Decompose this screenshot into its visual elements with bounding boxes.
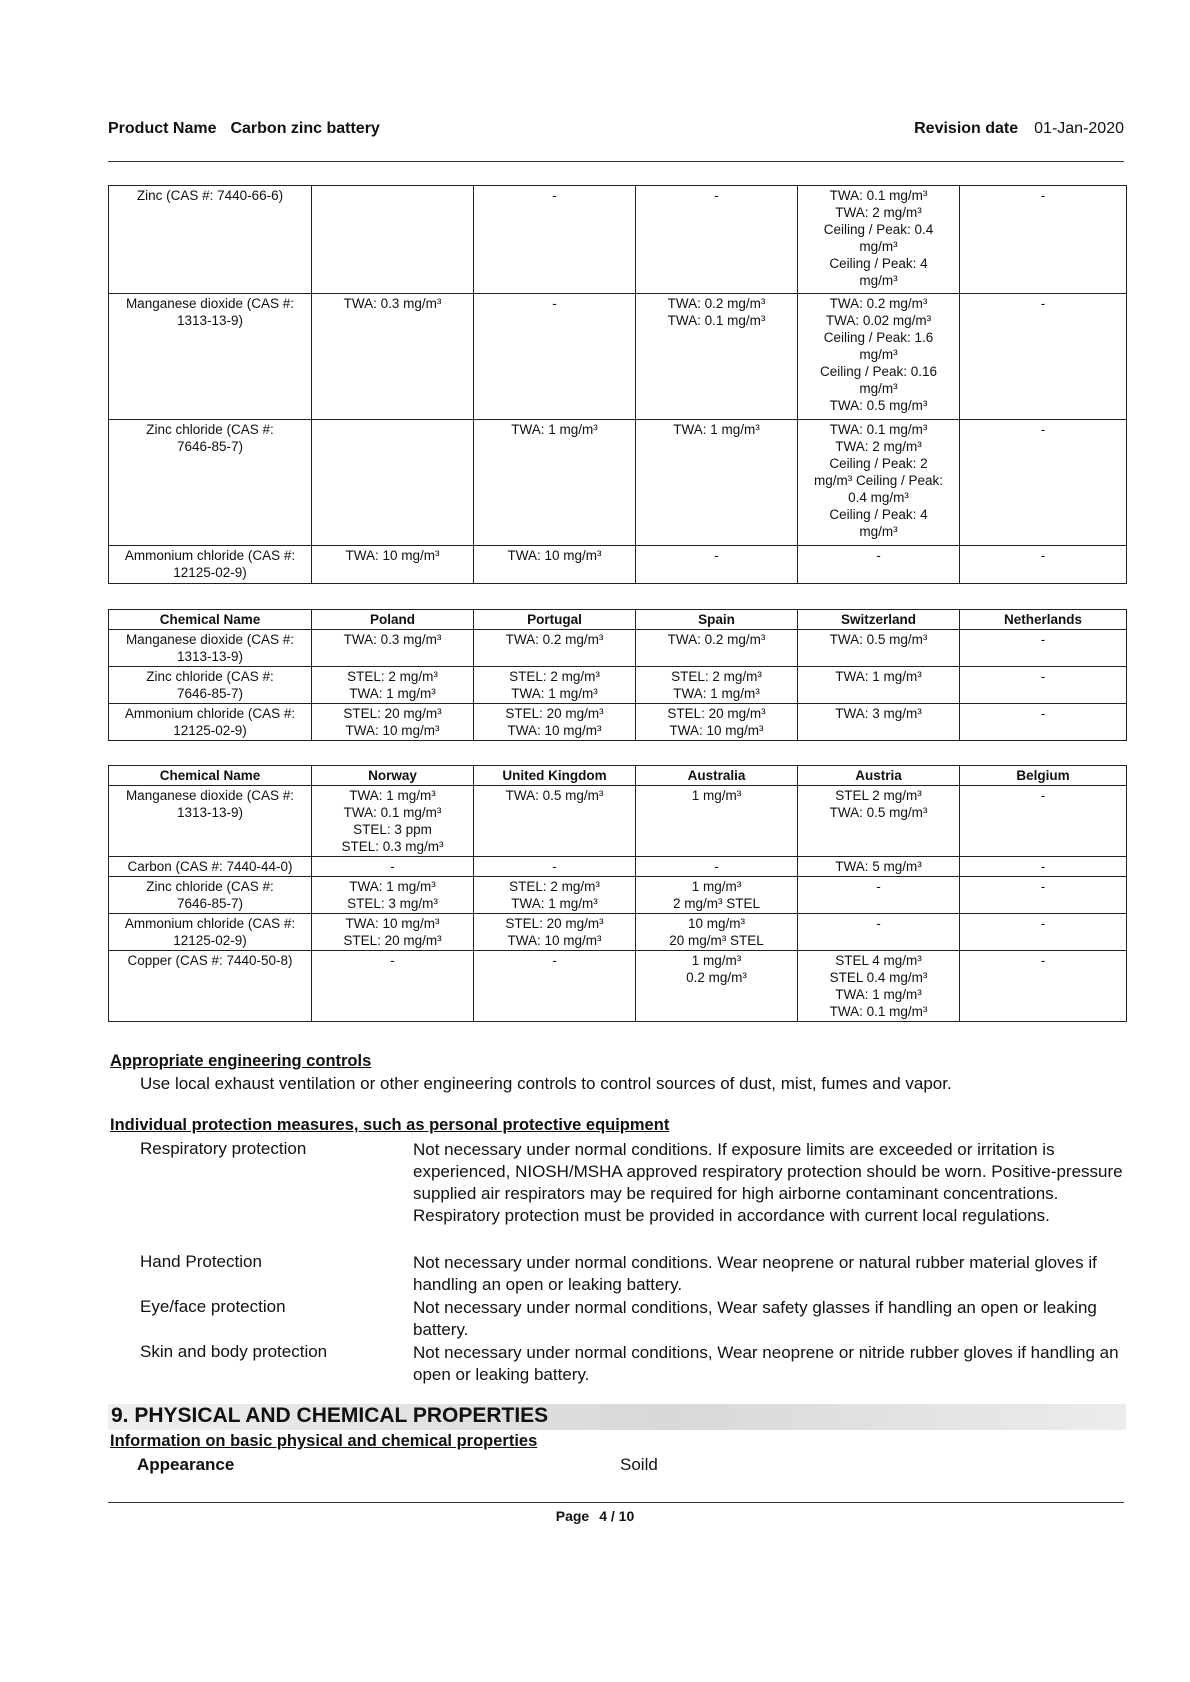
cell-line: Zinc chloride (CAS #: — [146, 422, 274, 437]
cell-line: mg/m³ — [859, 524, 898, 539]
cell-line: 2 mg/m³ STEL — [672, 896, 761, 911]
cell-line: Zinc chloride (CAS #: — [146, 879, 274, 894]
limit-cell — [798, 667, 960, 704]
limit-cell — [798, 186, 960, 294]
limit-cell — [312, 786, 474, 857]
cell-line: STEL 0.4 mg/m³ — [829, 970, 928, 985]
table-row — [109, 914, 1127, 951]
limit-cell — [474, 857, 636, 877]
cell-line: Ceiling / Peak: 0.16 — [819, 364, 938, 379]
limit-cell — [798, 786, 960, 857]
cell-line: TWA: 10 mg/m³ — [345, 548, 440, 563]
limit-cell — [312, 420, 474, 546]
cell-line: 1313-13-9) — [176, 313, 244, 328]
limit-cell — [636, 704, 798, 741]
table-row — [109, 704, 1127, 741]
limit-cell — [798, 914, 960, 951]
section-9-subheading: Information on basic physical and chemical properties — [110, 1432, 538, 1450]
table-row — [109, 420, 1127, 546]
limit-cell — [312, 294, 474, 420]
limit-cell — [960, 546, 1127, 584]
revision-date — [914, 120, 1124, 138]
cell-line: - — [390, 953, 395, 968]
ppe-heading: Individual protection measures, such as personal protective equipment — [110, 1116, 670, 1134]
cell-line: - — [1040, 916, 1046, 931]
cell-line: STEL: 0.3 mg/m³ — [341, 839, 444, 854]
cell-line: Manganese dioxide (CAS #: — [125, 632, 295, 647]
limit-cell — [636, 294, 798, 420]
column-header — [798, 766, 960, 786]
cell-line: STEL 2 mg/m³ — [835, 788, 922, 803]
cell-line: 1313-13-9) — [176, 649, 244, 664]
cell-line: 1 mg/m³ — [691, 879, 742, 894]
footer-divider — [108, 1502, 1124, 1503]
cell-line: Zinc (CAS #: 7440-66-6) — [136, 188, 284, 203]
cell-line: TWA: 0.5 mg/m³ — [829, 398, 928, 413]
cell-line: TWA: 0.5 mg/m³ — [829, 805, 928, 820]
cell-line: - — [1040, 422, 1046, 437]
limit-cell — [636, 630, 798, 667]
limit-cell — [474, 951, 636, 1022]
limit-cell — [798, 294, 960, 420]
cell-line: TWA: 10 mg/m³ — [507, 723, 602, 738]
limit-cell — [636, 420, 798, 546]
appearance-label: Appearance — [137, 1455, 235, 1474]
cell-line: TWA: 1 mg/m³ — [835, 987, 922, 1002]
limit-cell — [960, 420, 1127, 546]
cell-line: TWA: 0.1 mg/m³ — [829, 1004, 928, 1019]
cell-line: 12125-02-9) — [173, 933, 247, 948]
cell-line: Ceiling / Peak: 4 — [829, 507, 928, 522]
limit-cell — [474, 786, 636, 857]
cell-line: - — [552, 953, 557, 968]
cell-line: 0.4 mg/m³ — [848, 490, 909, 505]
cell-line: mg/m³ — [859, 239, 898, 254]
cell-line: - — [552, 859, 557, 874]
cell-line: STEL: 20 mg/m³ — [505, 916, 604, 931]
limit-cell — [798, 630, 960, 667]
cell-line: 20 mg/m³ STEL — [669, 933, 764, 948]
limit-cell — [960, 630, 1127, 667]
chemical-name-cell — [109, 704, 312, 741]
limit-cell — [312, 857, 474, 877]
cell-line: - — [1040, 548, 1046, 563]
revision-date-label: Revision date — [914, 120, 1019, 137]
cell-line: TWA: 1 mg/m³ — [673, 686, 760, 701]
column-header — [312, 610, 474, 630]
limit-cell — [312, 704, 474, 741]
limit-cell — [798, 877, 960, 914]
chemical-name-cell — [109, 951, 312, 1022]
cell-line: - — [1040, 188, 1046, 203]
cell-line: STEL 4 mg/m³ — [835, 953, 922, 968]
cell-line: Chemical Name — [159, 612, 261, 627]
cell-line: - — [1040, 953, 1046, 968]
page-label: Page — [555, 1508, 590, 1524]
cell-line: mg/m³ — [859, 347, 898, 362]
table-row — [109, 667, 1127, 704]
limit-cell — [474, 667, 636, 704]
limit-cell — [312, 914, 474, 951]
cell-line: - — [1040, 669, 1046, 684]
cell-line: Poland — [369, 612, 415, 627]
cell-line: STEL: 2 mg/m³ — [509, 669, 600, 684]
limit-cell — [474, 704, 636, 741]
cell-line: TWA: 1 mg/m³ — [511, 896, 598, 911]
cell-line: - — [876, 879, 881, 894]
limit-cell — [960, 786, 1127, 857]
limit-cell — [960, 294, 1127, 420]
cell-line: STEL: 3 ppm — [353, 822, 432, 837]
cell-line: - — [1040, 879, 1046, 894]
cell-line: Carbon (CAS #: 7440-44-0) — [127, 859, 293, 874]
limit-cell — [798, 546, 960, 584]
cell-line: - — [552, 188, 557, 203]
cell-line: TWA: 1 mg/m³ — [673, 422, 760, 437]
cell-line: Manganese dioxide (CAS #: — [125, 296, 295, 311]
header-divider — [108, 161, 1124, 162]
eye-face-protection-label: Eye/face protection — [140, 1297, 286, 1316]
cell-line: 10 mg/m³ — [687, 916, 745, 931]
cell-line: TWA: 0.5 mg/m³ — [505, 788, 604, 803]
engineering-controls-text: Use local exhaust ventilation or other engineering controls to control sources of dust, mist, fumes and vapor. — [140, 1074, 952, 1093]
cell-line: TWA: 0.3 mg/m³ — [343, 296, 442, 311]
limit-cell — [312, 877, 474, 914]
limit-cell — [474, 914, 636, 951]
cell-line: - — [1040, 859, 1046, 874]
table-row — [109, 877, 1127, 914]
hand-protection-text: Not necessary under normal conditions. Wear neoprene or natural rubber material gloves if handling an open or leaking battery. — [413, 1253, 1097, 1294]
limit-cell — [312, 951, 474, 1022]
cell-line: TWA: 1 mg/m³ — [349, 788, 436, 803]
limit-cell — [312, 186, 474, 294]
cell-line: STEL: 20 mg/m³ — [343, 706, 442, 721]
chemical-name-cell — [109, 294, 312, 420]
cell-line: TWA: 10 mg/m³ — [345, 723, 440, 738]
column-header — [109, 766, 312, 786]
respiratory-protection-text: Not necessary under normal conditions. If exposure limits are exceeded or irritation is experienced, NIOSH/MSHA approved respiratory protection should be worn. Positive-pressure supplied air respirators may be required for high airborne contaminant concentrations. Respiratory protection must be provided in accordance with current local regulations. — [413, 1140, 1123, 1225]
cell-line: TWA: 0.1 mg/m³ — [829, 422, 928, 437]
cell-line: TWA: 10 mg/m³ — [669, 723, 764, 738]
limit-cell — [312, 546, 474, 584]
column-header — [636, 766, 798, 786]
limit-cell — [960, 914, 1127, 951]
cell-line: TWA: 0.2 mg/m³ — [505, 632, 604, 647]
limit-cell — [636, 186, 798, 294]
cell-line: Norway — [368, 768, 417, 783]
limit-cell — [636, 786, 798, 857]
limit-cell — [636, 951, 798, 1022]
cell-line: - — [714, 859, 719, 874]
limit-cell — [636, 857, 798, 877]
cell-line: 1 mg/m³ — [691, 953, 742, 968]
cell-line: TWA: 1 mg/m³ — [349, 879, 436, 894]
section-9-title: 9. PHYSICAL AND CHEMICAL PROPERTIES — [111, 1404, 549, 1427]
chemical-name-cell — [109, 546, 312, 584]
cell-line: Ammonium chloride (CAS #: — [124, 548, 296, 563]
table-row — [109, 186, 1127, 294]
cell-line: Ammonium chloride (CAS #: — [124, 916, 296, 931]
cell-line: TWA: 10 mg/m³ — [507, 933, 602, 948]
respiratory-protection-label: Respiratory protection — [140, 1139, 307, 1158]
engineering-controls-heading: Appropriate engineering controls — [110, 1052, 372, 1070]
cell-line: - — [1040, 706, 1046, 721]
cell-line: STEL: 2 mg/m³ — [347, 669, 438, 684]
cell-line: - — [552, 296, 557, 311]
limit-cell — [312, 667, 474, 704]
table-row — [109, 546, 1127, 584]
limit-cell — [960, 857, 1127, 877]
cell-line: STEL: 20 mg/m³ — [505, 706, 604, 721]
limit-cell — [474, 630, 636, 667]
cell-line: Zinc chloride (CAS #: — [146, 669, 274, 684]
table-row — [109, 786, 1127, 857]
cell-line: TWA: 0.02 mg/m³ — [825, 313, 932, 328]
limit-cell — [474, 546, 636, 584]
product-name-value: Carbon zinc battery — [230, 120, 380, 137]
cell-line: Netherlands — [1003, 612, 1083, 627]
limit-cell — [312, 630, 474, 667]
cell-line: mg/m³ Ceiling / Peak: — [813, 473, 944, 488]
limit-cell — [798, 951, 960, 1022]
cell-line: Ceiling / Peak: 4 — [829, 256, 928, 271]
hand-protection-label: Hand Protection — [140, 1252, 262, 1271]
cell-line: 1 mg/m³ — [691, 788, 742, 803]
table-row — [109, 630, 1127, 667]
cell-line: TWA: 1 mg/m³ — [349, 686, 436, 701]
cell-line: Belgium — [1016, 768, 1070, 783]
chemical-name-cell — [109, 857, 312, 877]
limit-cell — [474, 294, 636, 420]
page-number: 4 / 10 — [599, 1508, 635, 1524]
cell-line: TWA: 0.2 mg/m³ — [829, 296, 928, 311]
cell-line: Manganese dioxide (CAS #: — [125, 788, 295, 803]
product-name — [108, 120, 380, 138]
cell-line: TWA: 0.1 mg/m³ — [829, 188, 928, 203]
limit-cell — [960, 951, 1127, 1022]
eye-face-protection-text: Not necessary under normal conditions, Wear safety glasses if handling an open or leaking battery. — [413, 1298, 1097, 1339]
cell-line: 12125-02-9) — [173, 565, 247, 580]
skin-body-protection-text: Not necessary under normal conditions, Wear neoprene or nitride rubber gloves if handling an open or leaking battery. — [413, 1343, 1119, 1384]
cell-line: 7646-85-7) — [176, 686, 244, 701]
cell-line: TWA: 0.5 mg/m³ — [829, 632, 928, 647]
cell-line: Australia — [687, 768, 746, 783]
cell-line: STEL: 20 mg/m³ — [667, 706, 766, 721]
table-row — [109, 951, 1127, 1022]
section-9-band — [108, 1404, 1126, 1430]
cell-line: TWA: 2 mg/m³ — [835, 439, 922, 454]
cell-line: - — [1040, 788, 1046, 803]
header-row — [109, 766, 1127, 786]
revision-date-value: 01-Jan-2020 — [1034, 120, 1124, 137]
cell-line: 0.2 mg/m³ — [686, 970, 747, 985]
limit-cell — [636, 546, 798, 584]
cell-line: Switzerland — [840, 612, 916, 627]
chemical-name-cell — [109, 420, 312, 546]
limit-cell — [960, 877, 1127, 914]
limit-cell — [474, 877, 636, 914]
limit-cell — [960, 667, 1127, 704]
cell-line: mg/m³ — [859, 381, 898, 396]
table-body — [109, 186, 1127, 584]
chemical-name-cell — [109, 877, 312, 914]
table-row — [109, 294, 1127, 420]
cell-line: TWA: 10 mg/m³ — [507, 548, 602, 563]
exposure-limits-table-2 — [108, 609, 1127, 741]
appearance-value: Soild — [620, 1455, 658, 1474]
column-header — [109, 610, 312, 630]
cell-line: STEL: 2 mg/m³ — [509, 879, 600, 894]
cell-line: 1313-13-9) — [176, 805, 244, 820]
cell-line: TWA: 1 mg/m³ — [511, 686, 598, 701]
chemical-name-cell — [109, 630, 312, 667]
limit-cell — [798, 420, 960, 546]
column-header — [960, 766, 1127, 786]
skin-body-protection-label: Skin and body protection — [140, 1342, 328, 1361]
cell-line: Ammonium chloride (CAS #: — [124, 706, 296, 721]
cell-line: TWA: 5 mg/m³ — [835, 859, 922, 874]
column-header — [960, 610, 1127, 630]
cell-line: TWA: 0.1 mg/m³ — [343, 805, 442, 820]
cell-line: Portugal — [527, 612, 582, 627]
cell-line: - — [1040, 296, 1046, 311]
product-name-label: Product Name — [108, 120, 217, 137]
header-row — [109, 610, 1127, 630]
cell-line: TWA: 0.2 mg/m³ — [667, 632, 766, 647]
cell-line: Copper (CAS #: 7440-50-8) — [127, 953, 293, 968]
cell-line: - — [714, 188, 719, 203]
cell-line: STEL: 3 mg/m³ — [347, 896, 438, 911]
table-body — [109, 786, 1127, 1022]
cell-line: TWA: 0.2 mg/m³ — [667, 296, 766, 311]
column-header — [474, 610, 636, 630]
cell-line: Ceiling / Peak: 1.6 — [823, 330, 934, 345]
table-body — [109, 630, 1127, 741]
cell-line: - — [390, 859, 395, 874]
cell-line: TWA: 1 mg/m³ — [835, 669, 922, 684]
table-row — [109, 857, 1127, 877]
cell-line: - — [876, 916, 881, 931]
cell-line: STEL: 2 mg/m³ — [671, 669, 762, 684]
limit-cell — [798, 704, 960, 741]
exposure-limits-table-3 — [108, 765, 1127, 1022]
cell-line: 7646-85-7) — [176, 896, 244, 911]
cell-line: - — [714, 548, 719, 563]
cell-line: - — [1040, 632, 1046, 647]
table-header — [109, 610, 1127, 630]
table-header — [109, 766, 1127, 786]
cell-line: Austria — [855, 768, 902, 783]
cell-line: TWA: 0.3 mg/m³ — [343, 632, 442, 647]
cell-line: 7646-85-7) — [176, 439, 244, 454]
page-footer — [0, 1508, 1190, 1524]
cell-line: 12125-02-9) — [173, 723, 247, 738]
cell-line: TWA: 1 mg/m³ — [511, 422, 598, 437]
limit-cell — [474, 420, 636, 546]
cell-line: TWA: 3 mg/m³ — [835, 706, 922, 721]
cell-line: - — [876, 548, 881, 563]
chemical-name-cell — [109, 667, 312, 704]
column-header — [312, 766, 474, 786]
chemical-name-cell — [109, 914, 312, 951]
cell-line: TWA: 0.1 mg/m³ — [667, 313, 766, 328]
chemical-name-cell — [109, 186, 312, 294]
cell-line: STEL: 20 mg/m³ — [343, 933, 442, 948]
chemical-name-cell — [109, 786, 312, 857]
cell-line: Ceiling / Peak: 2 — [829, 456, 928, 471]
column-header — [474, 766, 636, 786]
column-header — [636, 610, 798, 630]
cell-line: TWA: 10 mg/m³ — [345, 916, 440, 931]
limit-cell — [960, 704, 1127, 741]
cell-line: United Kingdom — [502, 768, 607, 783]
limit-cell — [798, 857, 960, 877]
column-header — [798, 610, 960, 630]
cell-line: Chemical Name — [159, 768, 261, 783]
cell-line: mg/m³ — [859, 273, 898, 288]
limit-cell — [636, 667, 798, 704]
limit-cell — [636, 877, 798, 914]
limit-cell — [960, 186, 1127, 294]
limit-cell — [636, 914, 798, 951]
exposure-limits-table-1 — [108, 185, 1127, 584]
limit-cell — [474, 186, 636, 294]
cell-line: Spain — [698, 612, 735, 627]
cell-line: Ceiling / Peak: 0.4 — [823, 222, 934, 237]
cell-line: TWA: 2 mg/m³ — [835, 205, 922, 220]
